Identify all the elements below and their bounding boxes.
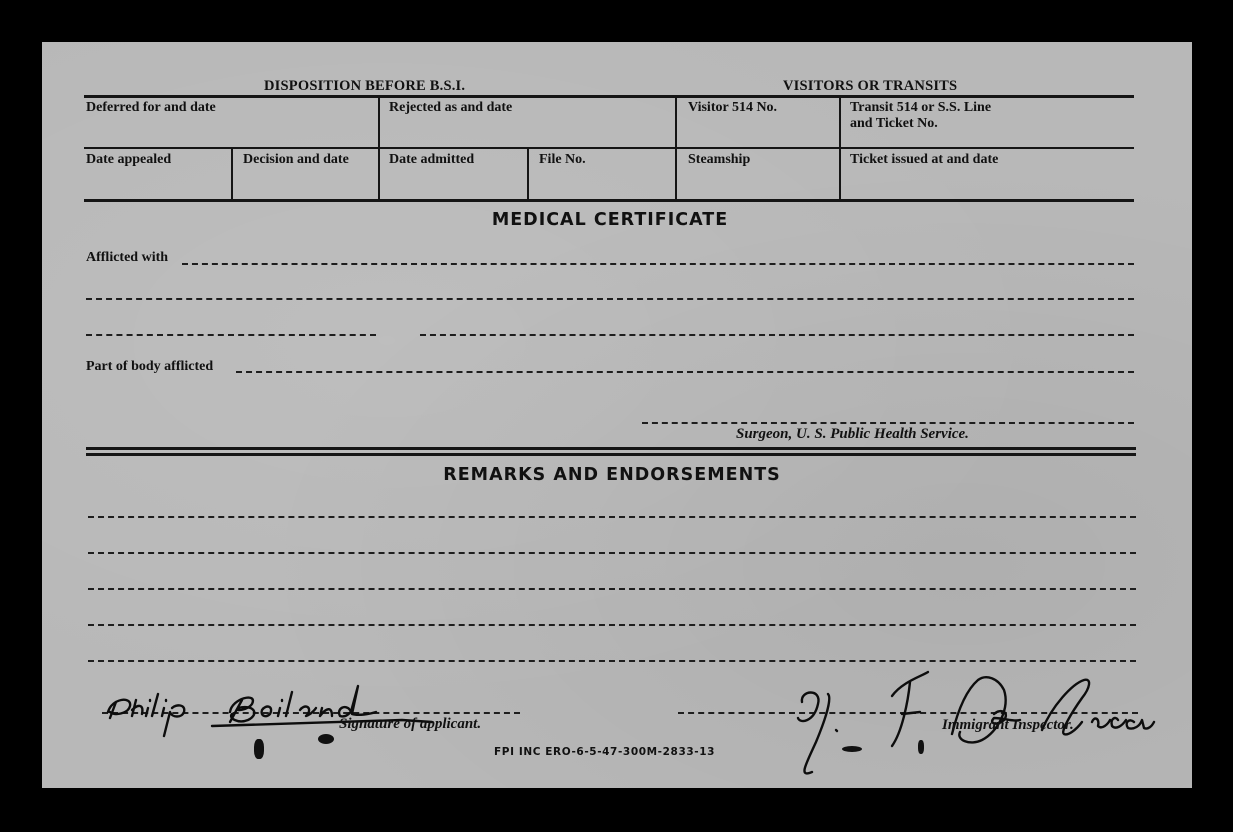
inspector-signature <box>742 622 1172 782</box>
surgeon-signature-line <box>642 422 1134 424</box>
record-card <box>42 42 1192 788</box>
applicant-signature-caption: Signature of applicant. <box>339 716 482 732</box>
grid-divider-3 <box>839 98 841 199</box>
grid-divider-5 <box>527 149 529 199</box>
visitors-title: VISITORS OR TRANSITS <box>783 78 958 94</box>
part-of-body-label: Part of body afflicted <box>86 359 214 374</box>
rejected-field-label: Rejected as and date <box>389 100 513 115</box>
section-rule-bottom <box>86 453 1136 456</box>
transit-514-label-line1: Transit 514 or S.S. Line <box>850 100 992 115</box>
ink-blot-1 <box>254 739 264 759</box>
afflicted-line-3a <box>86 334 376 336</box>
remarks-line-3 <box>88 588 1136 590</box>
grid-bottom-rule <box>84 199 1134 202</box>
remarks-line-1 <box>88 516 1136 518</box>
ticket-issued-label: Ticket issued at and date <box>850 152 999 167</box>
ink-blot-4 <box>918 740 924 754</box>
date-appealed-label: Date appealed <box>86 152 172 167</box>
grid-divider-2 <box>675 98 677 199</box>
section-rule-top <box>86 447 1136 450</box>
grid-middle-rule <box>84 147 1134 149</box>
file-no-label: File No. <box>539 152 586 167</box>
form-code: FPI INC ERO-6-5-47-300M-2833-13 <box>494 746 716 758</box>
grid-top-rule <box>84 95 1134 98</box>
afflicted-line-2 <box>86 298 1134 300</box>
visitor-514-label: Visitor 514 No. <box>688 100 778 115</box>
ink-blot-2 <box>318 734 334 744</box>
grid-divider-4 <box>231 149 233 199</box>
part-of-body-line <box>236 371 1134 373</box>
surgeon-caption: Surgeon, U. S. Public Health Service. <box>736 426 969 442</box>
disposition-title: DISPOSITION BEFORE B.S.I. <box>264 78 466 94</box>
grid-divider-1 <box>378 98 380 199</box>
medical-certificate-title: MEDICAL CERTIFICATE <box>491 210 729 230</box>
decision-label: Decision and date <box>243 152 349 167</box>
afflicted-with-line <box>182 263 1134 265</box>
date-admitted-label: Date admitted <box>389 152 475 167</box>
inspector-signature-caption: Immigrant Inspector. <box>942 717 1074 733</box>
remarks-line-2 <box>88 552 1136 554</box>
ink-blot-3 <box>842 746 862 752</box>
afflicted-line-3b <box>420 334 1134 336</box>
afflicted-with-label: Afflicted with <box>86 250 169 265</box>
deferred-field-label: Deferred for and date <box>86 100 216 115</box>
steamship-label: Steamship <box>688 152 751 167</box>
transit-514-label-line2: and Ticket No. <box>850 116 938 131</box>
remarks-title: REMARKS AND ENDORSEMENTS <box>443 465 781 485</box>
